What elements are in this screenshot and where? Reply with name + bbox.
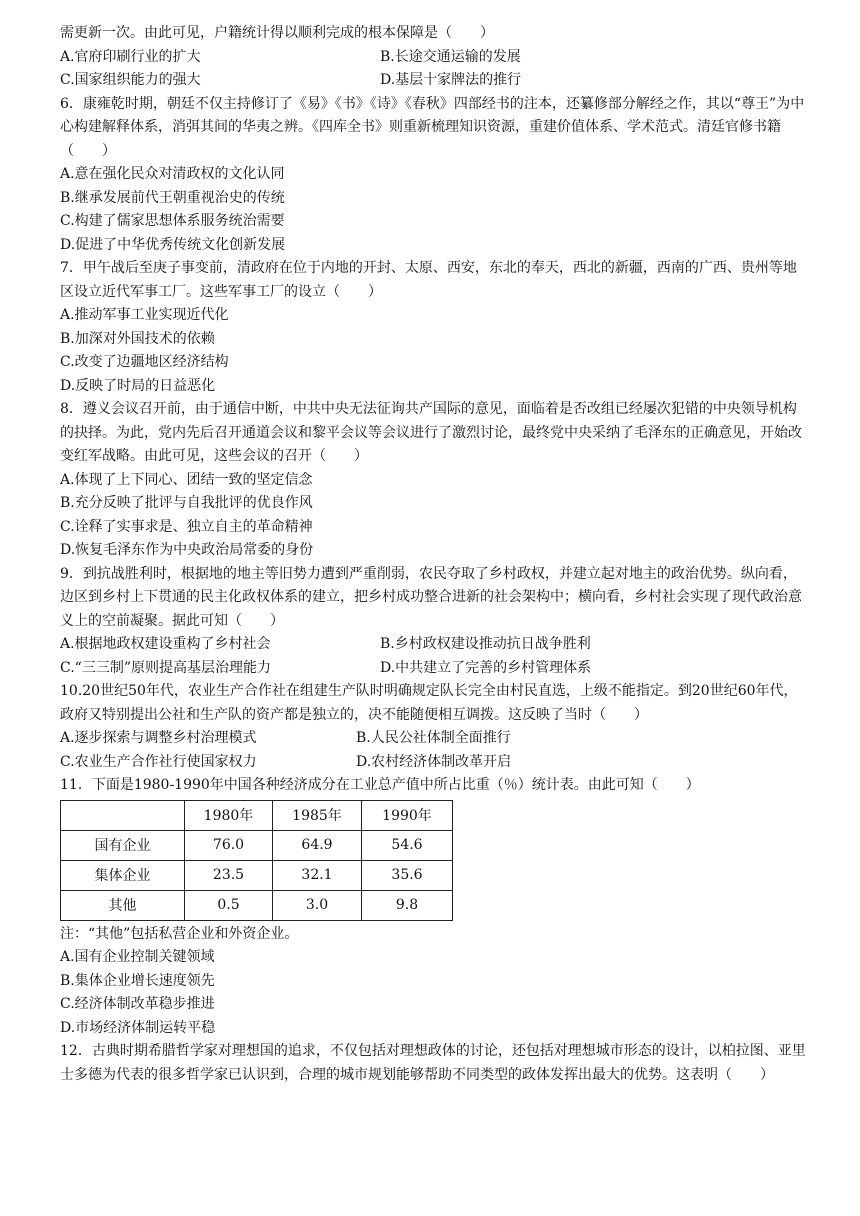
- table-cell: 集体企业: [61, 860, 185, 890]
- table-cell: 9.8: [362, 890, 453, 920]
- option-c[interactable]: C.改变了边疆地区经济结构: [60, 354, 229, 370]
- table-header-cell: 1980年: [185, 800, 273, 830]
- option-a[interactable]: A.意在强化民众对清政权的文化认同: [60, 166, 285, 182]
- question-10-options-row-1: [60, 727, 810, 751]
- table-cell: 54.6: [362, 830, 453, 860]
- table-cell: 35.6: [362, 860, 453, 890]
- table-cell: 3.0: [273, 890, 362, 920]
- option-a[interactable]: A.国有企业控制关键领域: [60, 949, 215, 965]
- statistics-table: [60, 800, 453, 921]
- option-c[interactable]: C.国家组织能力的强大: [60, 72, 201, 88]
- option-c[interactable]: C.“三三制”原则提高基层治理能力: [60, 659, 271, 676]
- question-11-stem: 11．下面是1980-1990年中国各种经济成分在工业总产值中所占比重（％）统计表。由此可知（ ）: [60, 777, 700, 793]
- table-cell: 23.5: [185, 860, 273, 890]
- option-b[interactable]: B.人民公社体制全面推行: [356, 730, 511, 746]
- option-a[interactable]: A.推动军事工业实现近代化: [60, 307, 229, 323]
- table-header-cell: 1990年: [362, 800, 453, 830]
- question-6-stem: 6．康雍乾时期，朝廷不仅主持修订了《易》《书》《诗》《春秋》四部经书的注本，还纂修部分解经之作，其以“尊王”为中心构建解释体系，消弭其间的华夷之辨。《四库全书》则重新梳理知识资源，重建价值体系、学术范式。清廷官修书籍（ ）: [60, 95, 805, 159]
- option-b[interactable]: B.充分反映了批评与自我批评的优良作风: [60, 495, 313, 511]
- option-b[interactable]: B.加深对外国技术的依赖: [60, 330, 215, 347]
- table-row: [61, 890, 453, 920]
- option-b[interactable]: B.长途交通运输的发展: [380, 48, 521, 65]
- question-10-options-row-2: [60, 751, 810, 775]
- option-c[interactable]: C.构建了儒家思想体系服务统治需要: [60, 213, 285, 229]
- option-b[interactable]: B.集体企业增长速度领先: [60, 972, 215, 989]
- option-b[interactable]: B.继承发展前代王朝重视治史的传统: [60, 189, 285, 206]
- exam-page: [60, 22, 810, 1087]
- table-cell: 76.0: [185, 830, 273, 860]
- question-5-options-row-1: [60, 46, 810, 70]
- table-cell: 32.1: [273, 860, 362, 890]
- question-8-stem: 8．遵义会议召开前，由于通信中断，中共中央无法征询共产国际的意见，面临着是否改组已经屡次犯错的中央领导机构的抉择。为此，党内先后召开通道会议和黎平会议等会议进行了激烈讨论，最终党中央采纳了毛泽东的正确意见，开始改变红军战略。由此可见，这些会议的召开（ ）: [60, 401, 802, 464]
- option-a[interactable]: A.体现了上下同心、团结一致的坚定信念: [60, 471, 313, 488]
- question-9-options-row-1: [60, 633, 810, 657]
- table-cell: 64.9: [273, 830, 362, 860]
- table-row: [61, 860, 453, 890]
- option-d[interactable]: D.反映了时局的日益恶化: [60, 377, 216, 394]
- table-note: 注：“其他”包括私营企业和外资企业。: [60, 925, 299, 942]
- table-header-cell: 1985年: [273, 800, 362, 830]
- question-5-tail: 需更新一次。由此可见，户籍统计得以顺利完成的根本保障是（ ）: [60, 25, 494, 41]
- table-header-cell: [61, 800, 185, 830]
- table-cell: 0.5: [185, 890, 273, 920]
- option-d[interactable]: D.基层十家牌法的推行: [380, 72, 522, 88]
- option-d[interactable]: D.促进了中华优秀传统文化创新发展: [60, 236, 286, 253]
- option-c[interactable]: C.诠释了实事求是、独立自主的革命精神: [60, 518, 313, 535]
- question-10-stem: 10.20世纪50年代，农业生产合作社在组建生产队时明确规定队长完全由村民直选，上级不能指定。到20世纪60年代，政府又特别提出公社和生产队的资产都是独立的，决不能随便相互调拨。这反映了当时（ ）: [60, 683, 798, 723]
- question-9-options-row-2: [60, 657, 810, 681]
- option-c[interactable]: C.农业生产合作社行使国家权力: [60, 753, 257, 770]
- table-row: [61, 830, 453, 860]
- question-5-options-row-2: [60, 69, 810, 93]
- option-d[interactable]: D.恢复毛泽东作为中央政治局常委的身份: [60, 542, 314, 558]
- option-d[interactable]: D.农村经济体制改革开启: [356, 753, 512, 770]
- option-a[interactable]: A.根据地政权建设重构了乡村社会: [60, 636, 271, 652]
- table-header-row: [61, 800, 453, 830]
- table-cell: 国有企业: [61, 830, 185, 860]
- option-b[interactable]: B.乡村政权建设推动抗日战争胜利: [380, 636, 591, 652]
- question-12-stem: 12．古典时期希腊哲学家对理想国的追求，不仅包括对理想政体的讨论，还包括对理想城市形态的设计，以柏拉图、亚里士多德为代表的很多哲学家已认识到，合理的城市规划能够帮助不同类型的政体发挥出最大的优势。这表明（ ）: [60, 1043, 806, 1083]
- question-7-stem: 7．甲午战后至庚子事变前，清政府在位于内地的开封、太原、西安，东北的奉天，西北的新疆，西南的广西、贵州等地区设立近代军事工厂。这些军事工厂的设立（ ）: [60, 260, 797, 300]
- option-d[interactable]: D.市场经济体制运转平稳: [60, 1019, 216, 1036]
- option-c[interactable]: C.经济体制改革稳步推进: [60, 996, 215, 1012]
- option-a[interactable]: A.官府印刷行业的扩大: [60, 48, 201, 65]
- table-cell: 其他: [61, 890, 185, 920]
- option-d[interactable]: D.中共建立了完善的乡村管理体系: [380, 659, 592, 676]
- question-9-stem: 9．到抗战胜利时，根据地的地主等旧势力遭到严重削弱，农民夺取了乡村政权，并建立起对地主的政治优势。纵向看，边区到乡村上下贯通的民主化政权体系的建立，把乡村成功整合进新的社会架构中；横向看，乡村社会实现了现代政治意义上的空前凝聚。据此可知（ ）: [60, 565, 802, 629]
- option-a[interactable]: A.逐步探索与调整乡村治理模式: [60, 730, 257, 746]
